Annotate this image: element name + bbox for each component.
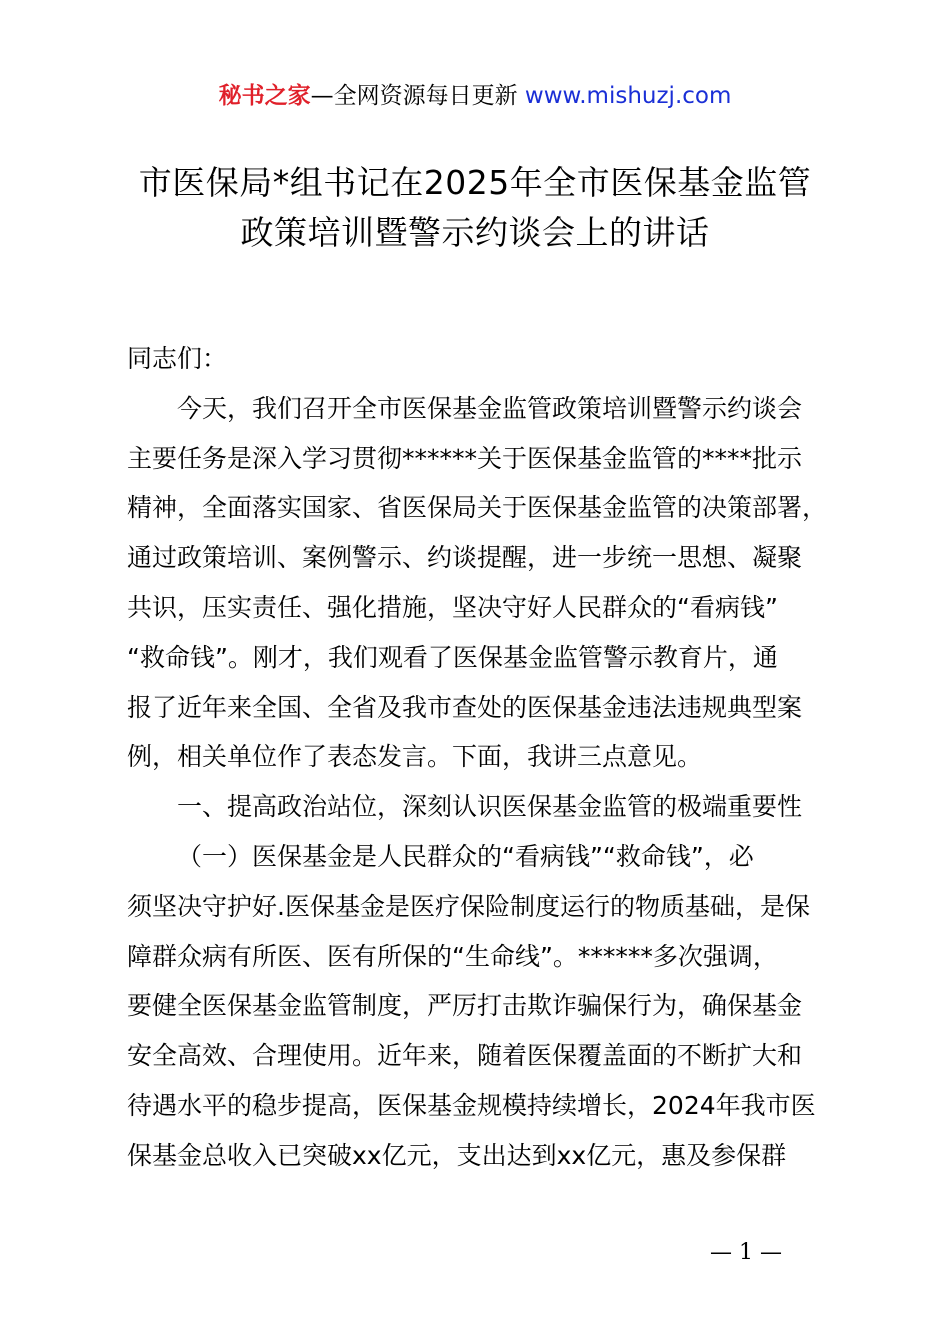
paragraph-line: 障群众病有所医、医有所保的“生命线”。******多次强调， (127, 941, 778, 971)
paragraph-line: 保基金总收入已突破xx亿元，支出达到xx亿元，惠及参保群 (127, 1140, 787, 1170)
title-line-2: 政策培训暨警示约谈会上的讲话 (240, 213, 710, 252)
paragraph-line: 共识，压实责任、强化措施，坚决守好人民群众的“看病钱” (127, 592, 778, 622)
paragraph-line: “救命钱”。刚才，我们观看了医保基金监管警示教育片，通 (127, 642, 778, 672)
paragraph-line: 精神，全面落实国家、省医保局关于医保基金监管的决策部署， (127, 493, 828, 523)
paragraph-line: 通过政策培训、案例警示、约谈提醒，进一步统一思想、凝聚 (127, 543, 803, 573)
document-title (60, 158, 890, 258)
paragraph-line: 须坚决守护好.医保基金是医疗保险制度运行的物质基础，是保 (127, 891, 810, 921)
header-site-link[interactable]: www.mishuzj.com (524, 83, 732, 109)
header-tagline: —全网资源每日更新 (310, 83, 518, 109)
paragraph-line: 要健全医保基金监管制度，严厉打击欺诈骗保行为，确保基金 (127, 991, 803, 1021)
paragraph-line: 今天，我们召开全市医保基金监管政策培训暨警示约谈会 (177, 393, 803, 423)
paragraph-line: 安全高效、合理使用。近年来，随着医保覆盖面的不断扩大和 (127, 1041, 803, 1071)
salutation: 同志们： (127, 344, 228, 373)
page-number: — 1 — (710, 1240, 782, 1265)
page-header (0, 80, 950, 112)
paragraph-line: 待遇水平的稳步提高，医保基金规模持续增长，2024年我市医 (127, 1090, 816, 1120)
header-brand: 秘书之家 (218, 83, 311, 109)
document-body (127, 334, 833, 1181)
section-heading: 一、提高政治站位，深刻认识医保基金监管的极端重要性 (177, 792, 803, 822)
paragraph-line: 例，相关单位作了表态发言。下面，我讲三点意见。 (127, 742, 703, 772)
title-line-1: 市医保局*组书记在2025年全市医保基金监管 (138, 163, 812, 202)
paragraph-line: （一）医保基金是人民群众的“看病钱”“救命钱”，必 (177, 841, 754, 871)
paragraph-line: 主要任务是深入学习贯彻******关于医保基金监管的****批示 (127, 443, 803, 473)
paragraph-line: 报了近年来全国、全省及我市查处的医保基金违法违规典型案 (127, 692, 803, 722)
